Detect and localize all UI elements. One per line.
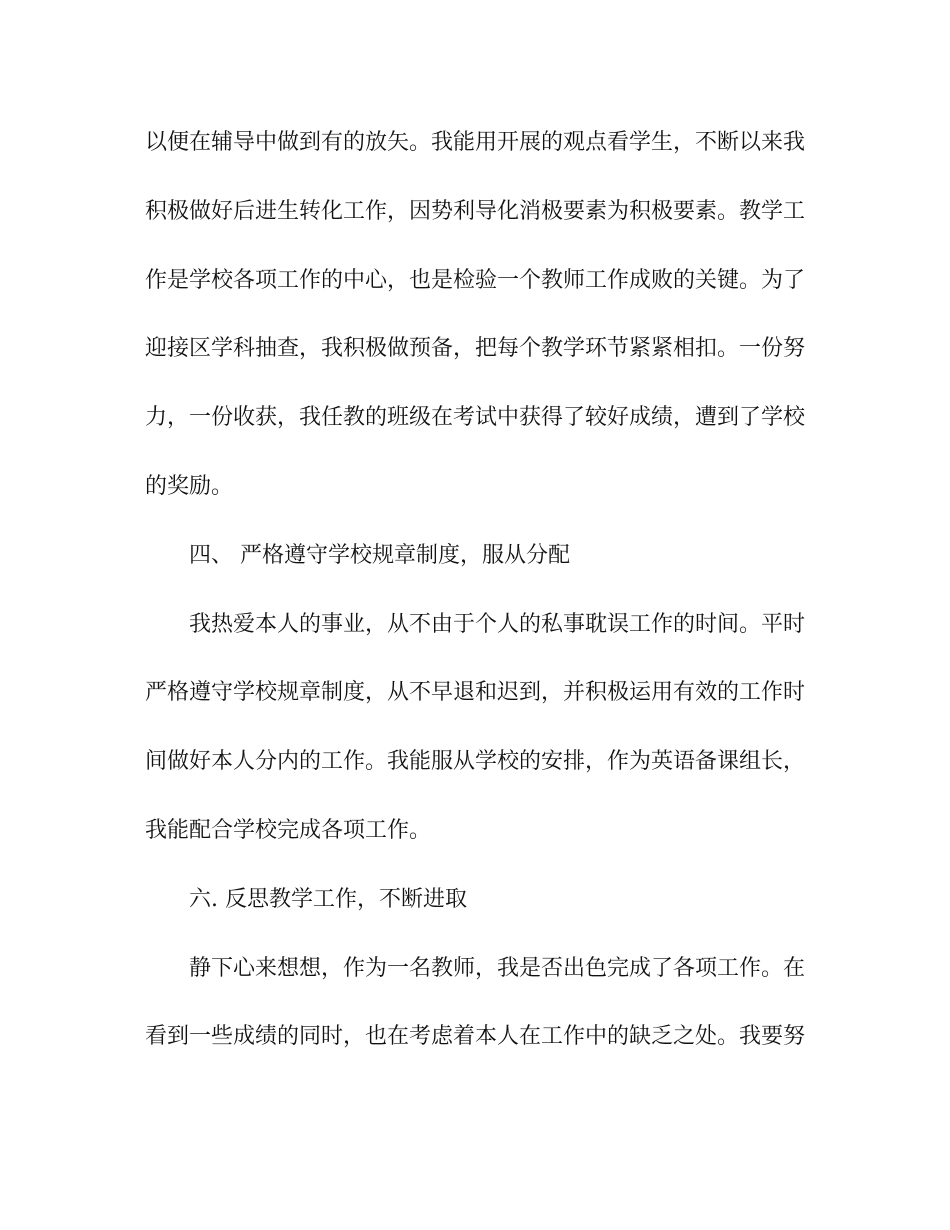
paragraph-start-line: 我热爱本人的事业，从不由于个人的私事耽误工作的时间。平时 bbox=[189, 611, 806, 637]
section-heading: 六. 反思教学工作，不断进取 bbox=[189, 886, 467, 912]
text-line: 严格遵守学校规章制度，从不早退和迟到，并积极运用有效的工作时 bbox=[145, 680, 806, 706]
text-line: 积极做好后进生转化工作，因势利导化消极要素为积极要素。教学工 bbox=[145, 198, 806, 224]
text-line: 作是学校各项工作的中心，也是检验一个教师工作成败的关键。为了 bbox=[145, 267, 806, 293]
section-heading: 四、 严格遵守学校规章制度，服从分配 bbox=[189, 542, 570, 568]
text-line: 以便在辅导中做到有的放矢。我能用开展的观点看学生，不断以来我 bbox=[145, 130, 806, 155]
text-line: 看到一些成绩的同时，也在考虑着本人在工作中的缺乏之处。我要努 bbox=[145, 1024, 806, 1050]
text-line: 的奖励。 bbox=[145, 473, 234, 499]
body-text bbox=[145, 118, 805, 1081]
paragraph-start-line: 静下心来想想，作为一名教师，我是否出色完成了各项工作。在 bbox=[189, 955, 806, 981]
text-line: 迎接区学科抽查，我积极做预备，把每个教学环节紧紧相扣。一份努 bbox=[145, 336, 806, 362]
text-line: 我能配合学校完成各项工作。 bbox=[145, 817, 432, 843]
text-line: 间做好本人分内的工作。我能服从学校的安排，作为英语备课组长， bbox=[145, 749, 806, 775]
text-line: 力，一份收获，我任教的班级在考试中获得了较好成绩，遭到了学校 bbox=[145, 405, 806, 431]
